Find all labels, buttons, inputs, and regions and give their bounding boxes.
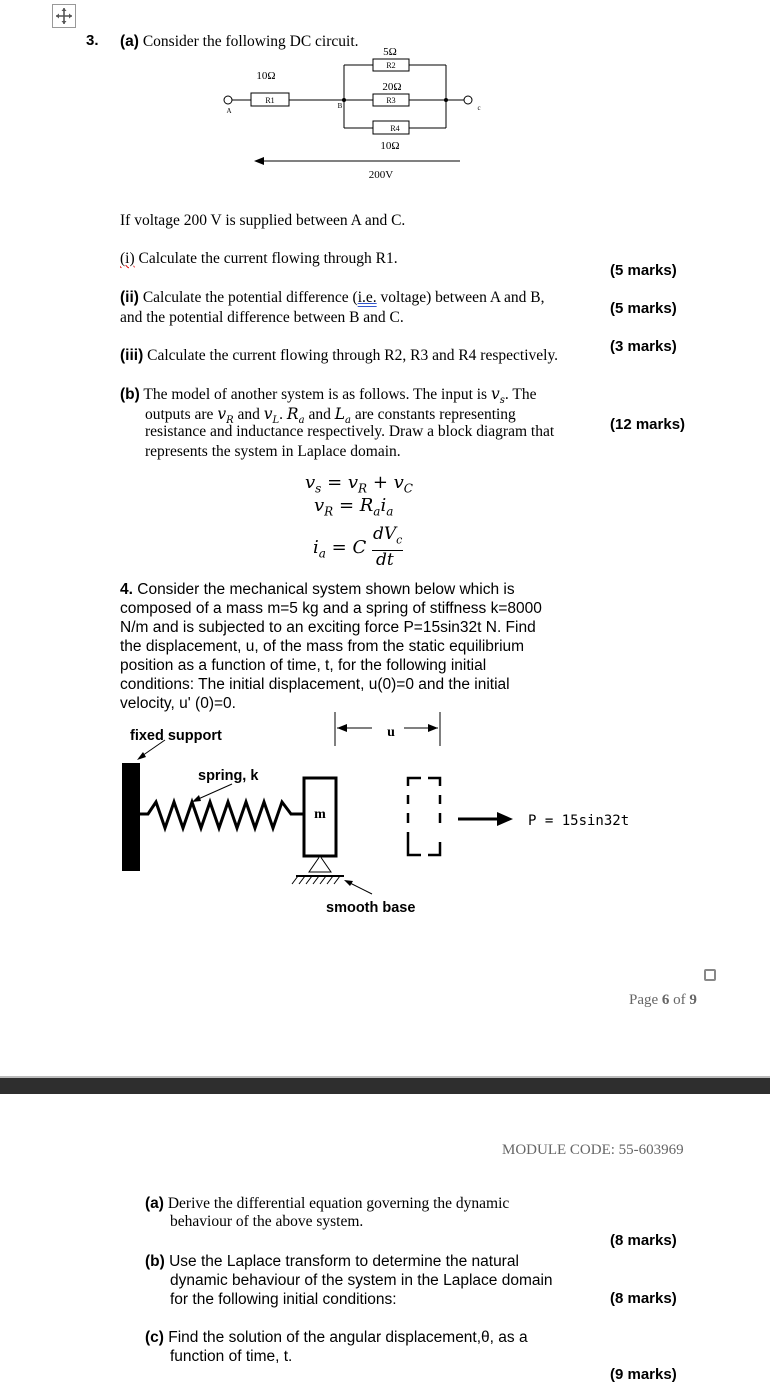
r1-label: R1 — [265, 96, 275, 105]
q3aii-label: (ii) — [120, 289, 139, 306]
q3a-label: (a) — [120, 33, 139, 50]
module-code: MODULE CODE: 55-603969 — [502, 1142, 684, 1158]
equation-3-denominator: dt — [376, 550, 394, 570]
page-indicator — [629, 992, 697, 1009]
node-a-label: A — [226, 107, 232, 115]
q3b-marks: (12 marks) — [610, 416, 686, 433]
q3b-label: (b) — [120, 386, 140, 403]
q3b-line4: represents the system in Laplace domain. — [145, 443, 401, 460]
p2c-marks: (9 marks) — [610, 1366, 677, 1383]
u-label: u — [387, 725, 395, 740]
q3aii-text-1: Calculate the potential difference ( — [142, 289, 358, 306]
q3b-line1-text: The model of another system is as follows. The input is — [143, 386, 488, 403]
q3ai-text: Calculate the current flowing through R1. — [138, 250, 398, 267]
r3-value: 20Ω — [382, 81, 402, 93]
page-break-divider — [0, 1076, 770, 1094]
p2c-line1: Find the solution of the angular displacement,θ, as a — [168, 1329, 528, 1346]
r3-label: R3 — [386, 96, 396, 105]
node-b-label: B — [337, 102, 343, 110]
q3ai-label: (i) — [120, 250, 135, 267]
p2a-marks: (8 marks) — [610, 1232, 677, 1249]
node-a-terminal — [224, 96, 232, 104]
q4-number: 4. — [120, 581, 133, 598]
p2c-line2: function of time, t. — [170, 1348, 293, 1365]
spring — [140, 802, 304, 828]
p2b-line2: dynamic behaviour of the system in the Laplace domain — [170, 1272, 553, 1289]
equation-3-lhs: $i_a = C$ — [313, 537, 367, 561]
wall — [122, 763, 140, 871]
page-of: of — [673, 992, 686, 1008]
q4-line: N/m and is subjected to an exciting force P=15sin32t N. Find — [120, 619, 536, 636]
q4-line: composed of a mass m=5 kg and a spring of stiffness k=8000 — [120, 600, 542, 617]
node-c-terminal — [464, 96, 472, 104]
q4-line — [120, 580, 590, 599]
p2b-marks: (8 marks) — [610, 1290, 677, 1307]
page-total: 9 — [689, 992, 697, 1008]
page-prefix: Page — [629, 992, 659, 1008]
question-3a-i — [120, 249, 398, 269]
r1-value: 10Ω — [256, 70, 276, 82]
p2-question-a — [145, 1194, 509, 1214]
fixed-support-label: fixed support — [130, 728, 222, 744]
q3a-text: Consider the following DC circuit. — [142, 33, 359, 50]
r4-label: R4 — [390, 124, 400, 133]
dc-circuit-diagram — [0, 0, 770, 190]
question-3b-line1: (b) The model of another system is as follows. The input is $v_s$. The — [120, 385, 537, 407]
p2-question-c — [145, 1328, 528, 1347]
voltage-label: 200V — [368, 169, 394, 181]
question-3-number: 3. — [86, 32, 99, 49]
q3aii-text-2: voltage) between A and B, — [376, 289, 545, 306]
p2b-line3: for the following initial conditions: — [170, 1291, 397, 1308]
smooth-base-label: smooth base — [326, 900, 416, 916]
q3b-line2b: and — [237, 406, 260, 423]
q3aiii-label: (iii) — [120, 347, 144, 364]
p2-question-b — [145, 1252, 519, 1271]
footer-checkbox[interactable] — [704, 969, 716, 981]
question-3b-line2: outputs are $v_R$ and $v_L$. $R_a$ and $L_a$ are constants representing — [145, 405, 516, 427]
question-3a-iii — [120, 346, 558, 366]
q4-line: conditions: The initial displacement, u(0)=0 and the initial — [120, 676, 510, 693]
r2-value: 5Ω — [383, 46, 397, 58]
force-label: P = 15sin32t — [528, 813, 630, 829]
mass-spring-diagram — [0, 700, 770, 930]
q3aii-text-3: and the potential difference between B and C. — [120, 309, 404, 326]
equation-3-numerator: $dV_c$ — [372, 524, 403, 551]
q3b-line2c: and — [308, 406, 331, 423]
q3b-line3: resistance and inductance respectively. Draw a block diagram that — [145, 423, 555, 440]
q4-line: the displacement, u, of the mass from the static equilibrium — [120, 638, 525, 655]
equation-1: $v_s = v_R + v_C$ — [305, 472, 413, 496]
p2a-line1: Derive the differential equation governing the dynamic — [167, 1195, 510, 1212]
equation-2: $v_R = R_ai_a$ — [314, 495, 394, 519]
mass-label: m — [314, 807, 326, 822]
node-c-label: c — [477, 104, 481, 112]
q4-line-1-text: Consider the mechanical system shown below which is — [137, 581, 515, 598]
q4-line: velocity, u' (0)=0. — [120, 695, 236, 712]
q3b-line2d: are constants representing — [354, 406, 516, 423]
supply-statement: If voltage 200 V is supplied between A and C. — [120, 212, 406, 229]
q3aii-marks: (5 marks) — [610, 300, 677, 317]
q3aii-ie: i.e. — [357, 289, 377, 306]
p2b-label: (b) — [145, 1253, 165, 1270]
q3aiii-text: Calculate the current flowing through R2, R3 and R4 respectively. — [147, 347, 559, 364]
p2b-line1: Use the Laplace transform to determine the natural — [169, 1253, 519, 1270]
p2a-label: (a) — [145, 1195, 164, 1212]
page-current: 6 — [661, 992, 670, 1008]
spring-label: spring, k — [198, 768, 259, 784]
voltage-arrow-head — [254, 157, 264, 165]
p2c-label: (c) — [145, 1329, 164, 1346]
question-3a-ii — [120, 288, 545, 308]
q4-line: position as a function of time, t, for the following initial — [120, 657, 487, 674]
q3b-line2a: outputs are — [145, 406, 214, 423]
p2a-line2: behaviour of the above system. — [170, 1213, 364, 1230]
r2-label: R2 — [386, 61, 396, 70]
q3ai-marks: (5 marks) — [610, 262, 677, 279]
r4-value: 10Ω — [380, 140, 400, 152]
q3aiii-marks: (3 marks) — [610, 338, 677, 355]
question-4-text — [120, 580, 590, 713]
